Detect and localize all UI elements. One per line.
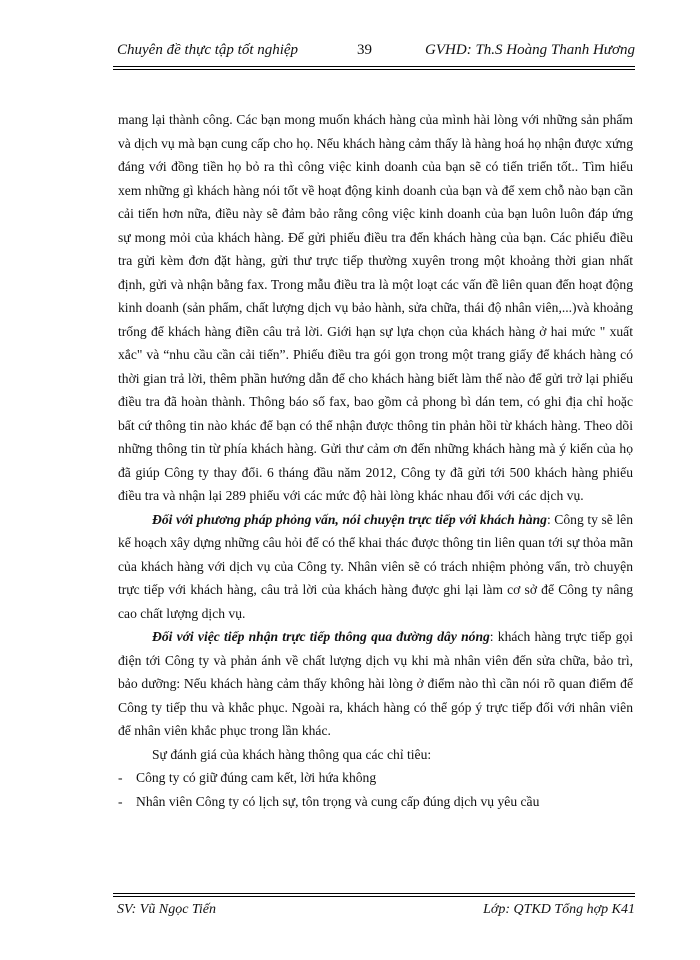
paragraph-interview-text: : Công ty sẽ lên kế hoạch xây dựng những câu hỏi để có thể khai thác được thông tin liên quan tới sự thỏa mãn của khách hàng với dịch vụ của Công ty. Nhân viên sẽ có trách nhiệm phỏng vấn, trò chuyện trực tiếp với khách hàng, câu trả lời của khách hàng được ghi lại làm cơ sở để Công ty nâng cao chất lượng dịch vụ. — [118, 511, 633, 621]
paragraph-interview-heading: Đối với phương pháp phỏng vấn, nói chuyện trực tiếp với khách hàng — [152, 511, 547, 527]
list-item — [118, 766, 633, 790]
header-advisor: GVHD: Th.S Hoàng Thanh Hương — [425, 42, 635, 58]
paragraph-hotline-text: : khách hàng trực tiếp gọi điện tới Công ty và phản ánh về chất lượng dịch vụ khi mà nhân viên đến sửa chữa, bảo trì, bảo dưỡng: Nếu khách hàng cảm thấy không hài lòng ở điểm nào thì cần nói rõ quan điểm để Công ty tiếp thu và khắc phục. Ngoài ra, khách hàng có thể góp ý trực tiếp đối với nhân viên để nhân viên khắc phục trong lần khác. — [118, 629, 633, 738]
criteria-list — [118, 766, 633, 813]
bullet-marker: - — [118, 770, 123, 785]
page-number: 39 — [357, 42, 372, 58]
list-item-text: Công ty có giữ đúng cam kết, lời hứa không — [136, 770, 377, 785]
header-divider — [113, 66, 635, 70]
paragraph-hotline-heading: Đối với việc tiếp nhận trực tiếp thông qua đường dây nóng — [152, 629, 490, 644]
page-header — [113, 40, 635, 64]
paragraph-survey: mang lại thành công. Các bạn mong muốn khách hàng của mình hài lòng với những sản phẩm và dịch vụ mà bạn cung cấp cho họ. Nếu khách hàng cảm thấy là hàng hoá họ nhận được xứng đáng với đồng tiền họ bỏ ra thì công việc kinh doanh của bạn sẽ có tiến triển tốt.. Tìm hiểu xem những gì khách hàng nói tốt về hoạt động kinh doanh của bạn và để xem chỗ nào bạn cần cải tiến hơn nữa, điều này sẽ đảm bảo rằng công việc kinh doanh của bạn luôn luôn đáp ứng sự mong mỏi của khách hàng. Để gửi phiếu điều tra đến khách hàng của bạn. Các phiếu điều tra gửi kèm đơn đặt hàng, gửi thư trực tiếp thường xuyên trong một khoảng thời gian nhất định, gửi và nhận bằng fax. Trong mẫu điều tra là một loạt các vấn đề liên quan đến hoạt động kinh doanh (sản phẩm, chất lượng dịch vụ bảo hành, sửa chữa, thái độ nhân viên,...)và khoảng trống để khách hàng điền câu trả lời. Giới hạn sự lựa chọn của khách hàng ở hai mức " xuất xắc" và “nhu cầu cần cải tiến”. Phiếu điều tra gói gọn trong một trang giấy để khách hàng có thời gian trả lời, thêm phần hướng dẫn để cho khách hàng biết làm thế nào để gửi trở lại phiếu điều tra đã hoàn thành. Thông báo số fax, bao gồm cả phong bì dán tem, có ghi địa chỉ hoặc bất cứ thông tin nào khác để bạn có thể nhận được thông tin phản hồi từ khách hàng. Theo dõi những thông tin từ phía khách hàng. Gửi thư cảm ơn đến những khách hàng mà ý kiến của họ đã giúp Công ty thay đổi. 6 tháng đầu năm 2012, Công ty đã gửi tới 500 khách hàng phiếu điều tra và nhận lại 289 phiếu với các mức độ hài lòng khác nhau đối với các dịch vụ. — [118, 112, 633, 503]
list-item-text: Nhân viên Công ty có lịch sự, tôn trọng và cung cấp đúng dịch vụ yêu cầu — [136, 793, 540, 809]
footer-divider — [113, 893, 635, 897]
paragraph-criteria: Sự đánh giá của khách hàng thông qua các chỉ tiêu: — [152, 746, 432, 762]
paragraph-hotline — [118, 625, 633, 743]
document-body — [118, 108, 633, 813]
paragraph-interview — [118, 508, 633, 626]
footer-student: SV: Vũ Ngọc Tiến — [117, 902, 217, 917]
header-title: Chuyên đề thực tập tốt nghiệp — [117, 42, 299, 58]
footer-class: Lớp: QTKD Tổng hợp K41 — [483, 902, 635, 917]
bullet-marker: - — [118, 793, 123, 809]
page-footer — [113, 902, 635, 924]
list-item — [118, 790, 633, 814]
